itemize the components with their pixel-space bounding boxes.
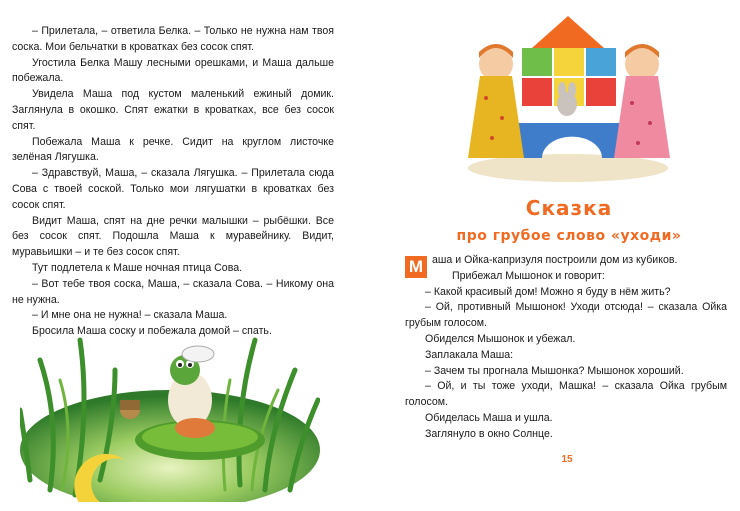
paragraph: Угостила Белка Машу лесными орешками, и Маша дальше побежала. (12, 56, 334, 85)
paragraph: Увидела Маша под кустом маленький ежиный домик. Заглянула в окошко. Спят ежатки в кроватках, все без сосок спят. (12, 88, 334, 132)
right-page-text (405, 253, 727, 443)
paragraph: – Ой, противный Мышонок! Уходи отсюда! – сказала Ойка грубым голосом. (405, 301, 727, 330)
left-page-text (12, 24, 334, 340)
frog-on-lily-pad-illustration (20, 300, 320, 502)
paragraph: – Какой красивый дом! Можно я буду в нём жить? (425, 285, 671, 298)
girls-and-block-house-illustration (462, 8, 674, 186)
paragraph: – Здравствуй, Маша, – сказала Лягушка. – Прилетала сюда Сова с твоей соской. Только мои лягушатки в кроватках без сосок спят. (12, 167, 334, 211)
drop-cap: М (405, 256, 427, 278)
story-title: Сказка (525, 196, 613, 220)
page-number: 15 (561, 454, 573, 465)
paragraph: – Зачем ты прогнала Мышонка? Мышонок хороший. (425, 364, 684, 377)
paragraph: – Прилетала, – ответила Белка. – Только не нужна нам твоя соска. Мои бельчатки в кроватках без сосок спят. (12, 25, 334, 53)
paragraph: – Ой, и ты тоже уходи, Машка! – сказала Ойка грубым голосом. (405, 380, 727, 409)
paragraph: – И мне она не нужна! – сказала Маша. (32, 309, 228, 322)
paragraph: Прибежал Мышонок и говорит: (452, 269, 605, 282)
paragraph: Обиделся Мышонок и убежал. (425, 332, 576, 345)
paragraph: Заплакала Маша: (425, 348, 514, 361)
paragraph: Обиделась Маша и ушла. (425, 411, 553, 424)
paragraph: Видит Маша, спят на дне речки малышки – рыбёшки. Все без сосок спят. Подошла Маша к муравейнику. Видит, муравьишки – и те без сосок спят. (12, 214, 334, 259)
paragraph: – Вот тебе твоя соска, Маша, – сказала Сова. – Никому она не нужна. (12, 277, 334, 306)
story-subtitle: про грубое слово «уходи» (456, 228, 682, 244)
first-paragraph-text: аша и Ойка-капризуля построили дом из кубиков. (432, 254, 678, 266)
paragraph: Тут подлетела к Маше ночная птица Сова. (32, 261, 243, 274)
paragraph: Побежала Маша к речке. Сидит на круглом листочке зелёная Лягушка. (12, 135, 334, 164)
paragraph: Бросила Маша соску и побежала домой – спать. (32, 325, 272, 338)
paragraph: Заглянуло в окно Солнце. (425, 427, 553, 440)
